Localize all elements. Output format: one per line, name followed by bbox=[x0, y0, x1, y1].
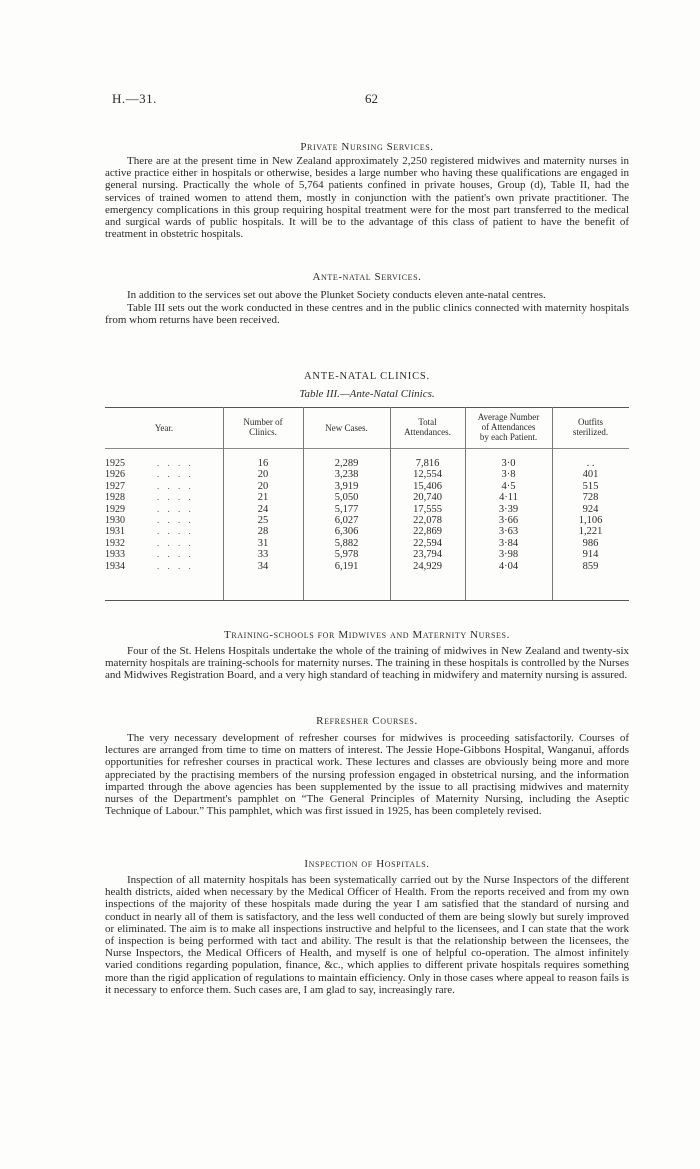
header-average bbox=[465, 412, 552, 442]
cell-attendances: 22,078 bbox=[413, 515, 442, 526]
cell-new-cases: 5,882 bbox=[334, 538, 359, 549]
cell-attendances: 15,406 bbox=[413, 481, 442, 492]
section-title-private-nursing: Private Nursing Services. bbox=[300, 141, 434, 153]
cell-year: 1931 bbox=[105, 526, 125, 537]
cell-average: 3·63 bbox=[498, 526, 519, 537]
cell-year: 1926 bbox=[105, 469, 125, 480]
cell-outfits: 924 bbox=[582, 504, 599, 515]
header-new-cases: New Cases. bbox=[325, 423, 368, 433]
cell-clinics: 31 bbox=[257, 538, 269, 549]
header-outfits bbox=[552, 417, 629, 437]
header-clinics bbox=[223, 417, 303, 437]
cell-average: 3·8 bbox=[501, 469, 516, 480]
cell-dots: . . . . bbox=[157, 458, 194, 468]
header-attendances bbox=[390, 417, 465, 437]
cell-clinics: 34 bbox=[257, 561, 269, 572]
header-average-line: by each Patient. bbox=[479, 432, 538, 442]
cell-year: 1925 bbox=[105, 458, 125, 469]
cell-dots: . . . . bbox=[157, 538, 194, 548]
cell-average: 4·04 bbox=[498, 561, 519, 572]
cell-attendances: 23,794 bbox=[413, 549, 442, 560]
cell-attendances: 12,554 bbox=[413, 469, 442, 480]
cell-dots: . . . . bbox=[157, 561, 194, 571]
cell-clinics: 28 bbox=[257, 526, 269, 537]
cell-new-cases: 2,289 bbox=[334, 458, 359, 469]
cell-clinics: 33 bbox=[257, 549, 269, 560]
ante-natal-clinics-table bbox=[105, 407, 629, 602]
section-title-ante-natal: Ante-natal Services. bbox=[312, 271, 422, 283]
table-top-rule bbox=[105, 407, 629, 408]
cell-attendances: 7,816 bbox=[415, 458, 440, 469]
cell-clinics: 16 bbox=[257, 458, 269, 469]
cell-attendances: 24,929 bbox=[413, 561, 442, 572]
cell-dots: . . . . bbox=[157, 504, 194, 514]
paragraph-ante-natal-2: Table III sets out the work conducted in these centres and in the public clinics connected with maternity hospitals from whom returns have been received. bbox=[105, 302, 629, 327]
cell-dots: . . . . bbox=[157, 481, 194, 491]
cell-outfits: 515 bbox=[582, 481, 599, 492]
cell-outfits: 986 bbox=[582, 538, 599, 549]
header-year: Year. bbox=[154, 423, 174, 433]
cell-new-cases: 5,177 bbox=[334, 504, 359, 515]
cell-attendances: 20,740 bbox=[413, 492, 442, 503]
cell-year: 1930 bbox=[105, 515, 125, 526]
cell-new-cases: 3,919 bbox=[334, 481, 359, 492]
header-attendances-line: Attendances. bbox=[404, 427, 451, 437]
cell-year: 1929 bbox=[105, 504, 125, 515]
paragraph-private-nursing: There are at the present time in New Zealand approximately 2,250 registered midwives and maternity nurses in active practice either in hospitals or otherwise, besides a large number who having these qualifications are engaged in general nursing. Practically the whole of 5,764 patients confined in private houses, Group (d), Table II, had the services of trained women to attend them, mostly in conjunction with the patient's own private practitioner. The emergency complications in this group requiring hospital treatment were for the most part transferred to the medical and surgical wards of public hospitals. It will be to the advantage of this class of patient to have the benefit of treatment in obstetric hospitals. bbox=[105, 155, 629, 241]
cell-average: 3·0 bbox=[501, 458, 516, 469]
page-reference: H.—31. bbox=[112, 91, 157, 106]
paragraph-refresher: The very necessary development of refresher courses for midwives is proceeding satisfactorily. Courses of lectures are arranged from time to time on matters of interest. The Jessie Hope-Gibbons Hospital, Wanganui, affords opportunities for refresher courses in practical work. These lectures and classes are obviously being more and more appreciated by the practising members of the nursing profession engaged in obstetrical nursing, and the information imparted through the above agencies has been supplemented by the issue to all practising midwives and maternity nurses of the Department's pamphlet on “The General Principles of Maternity Nursing, including the Aseptic Technique of Labour.” This pamphlet, which was first issued in 1925, has been completely revised. bbox=[105, 732, 629, 818]
cell-outfits: 401 bbox=[582, 469, 599, 480]
cell-year: 1928 bbox=[105, 492, 125, 503]
cell-clinics: 20 bbox=[257, 481, 269, 492]
cell-new-cases: 5,050 bbox=[334, 492, 359, 503]
cell-average: 3·84 bbox=[498, 538, 519, 549]
header-attendances-line: Total bbox=[418, 417, 437, 427]
header-average-line: of Attendances bbox=[481, 422, 536, 432]
page-number: 62 bbox=[365, 91, 378, 106]
cell-new-cases: 6,306 bbox=[334, 526, 359, 537]
cell-outfits: 1,106 bbox=[578, 515, 603, 526]
cell-clinics: 21 bbox=[257, 492, 269, 503]
cell-dots: . . . . bbox=[157, 549, 194, 559]
cell-average: 4·5 bbox=[501, 481, 516, 492]
cell-clinics: 24 bbox=[257, 504, 269, 515]
paragraph-inspection: Inspection of all maternity hospitals has been systematically carried out by the Nurse Inspectors of the different health districts, aided when necessary by the Medical Officer of Health. From the reports received and from my own inspections of the majority of these hospitals made during the year I am satisfied that the standard of nursing and conduct in nearly all of them is satisfactory, and the less well conducted of them are being slowly but surely improved or eliminated. The aim is to make all inspections instructive and helpful to the licensees, and I can state that the work of inspection is being performed with tact and ability. The result is that the relationship between the licensees, the Nurse Inspectors, the Medical Officers of Health, and myself is one of helpful co-operation. The almost infinitely varied conditions regarding population, finance, &c., which applies to different private hospitals requires something more than the rigid application of regulations to maintain efficiency. Only in those cases where appeal to reason fails is it necessary to enforce them. Such cases are, I am glad to say, increasingly rare. bbox=[105, 874, 629, 996]
cell-average: 3·98 bbox=[498, 549, 519, 560]
cell-outfits: 914 bbox=[582, 549, 599, 560]
cell-outfits: . . bbox=[586, 458, 595, 469]
cell-attendances: 22,869 bbox=[413, 526, 442, 537]
paragraph-ante-natal-1: In addition to the services set out above the Plunket Society conducts eleven ante-natal centres. bbox=[127, 289, 546, 301]
cell-dots: . . . . bbox=[157, 526, 194, 536]
table-header-rule bbox=[105, 448, 629, 449]
header-average-line: Average Number bbox=[477, 412, 540, 422]
cell-outfits: 728 bbox=[582, 492, 599, 503]
cell-dots: . . . . bbox=[157, 492, 194, 502]
cell-attendances: 22,594 bbox=[413, 538, 442, 549]
section-title-refresher: Refresher Courses. bbox=[316, 715, 418, 727]
table-subtitle: Table III.—Ante-Natal Clinics. bbox=[299, 388, 435, 400]
header-clinics-line: Number of bbox=[243, 417, 283, 427]
section-title-training: Training-schools for Midwives and Maternity Nurses. bbox=[224, 629, 510, 641]
cell-new-cases: 5,978 bbox=[334, 549, 359, 560]
cell-clinics: 20 bbox=[257, 469, 269, 480]
header-clinics-line: Clinics. bbox=[249, 427, 277, 437]
cell-outfits: 1,221 bbox=[578, 526, 603, 537]
cell-dots: . . . . bbox=[157, 515, 194, 525]
cell-new-cases: 6,191 bbox=[334, 561, 359, 572]
cell-year: 1933 bbox=[105, 549, 125, 560]
header-outfits-line: sterilized. bbox=[572, 427, 609, 437]
table-bottom-rule bbox=[105, 600, 629, 601]
cell-average: 3·39 bbox=[498, 504, 519, 515]
cell-outfits: 859 bbox=[582, 561, 599, 572]
cell-clinics: 25 bbox=[257, 515, 269, 526]
cell-average: 3·66 bbox=[498, 515, 519, 526]
cell-new-cases: 6,027 bbox=[334, 515, 359, 526]
paragraph-training: Four of the St. Helens Hospitals undertake the whole of the training of midwives in New Zealand and twenty-six maternity hospitals are training-schools for maternity nurses. The training in these hospitals is controlled by the Nurses and Midwives Registration Board, and a very high standard of teaching in midwifery and maternity nursing is assured. bbox=[105, 645, 629, 682]
page-header bbox=[112, 91, 632, 107]
cell-dots: . . . . bbox=[157, 469, 194, 479]
cell-year: 1932 bbox=[105, 538, 125, 549]
cell-attendances: 17,555 bbox=[413, 504, 442, 515]
cell-year: 1934 bbox=[105, 561, 125, 572]
table-title: ANTE-NATAL CLINICS. bbox=[304, 371, 430, 382]
cell-year: 1927 bbox=[105, 481, 125, 492]
cell-new-cases: 3,238 bbox=[334, 469, 359, 480]
section-title-inspection: Inspection of Hospitals. bbox=[304, 858, 430, 870]
header-outfits-line: Outfits bbox=[577, 417, 603, 427]
cell-average: 4·11 bbox=[499, 492, 518, 503]
